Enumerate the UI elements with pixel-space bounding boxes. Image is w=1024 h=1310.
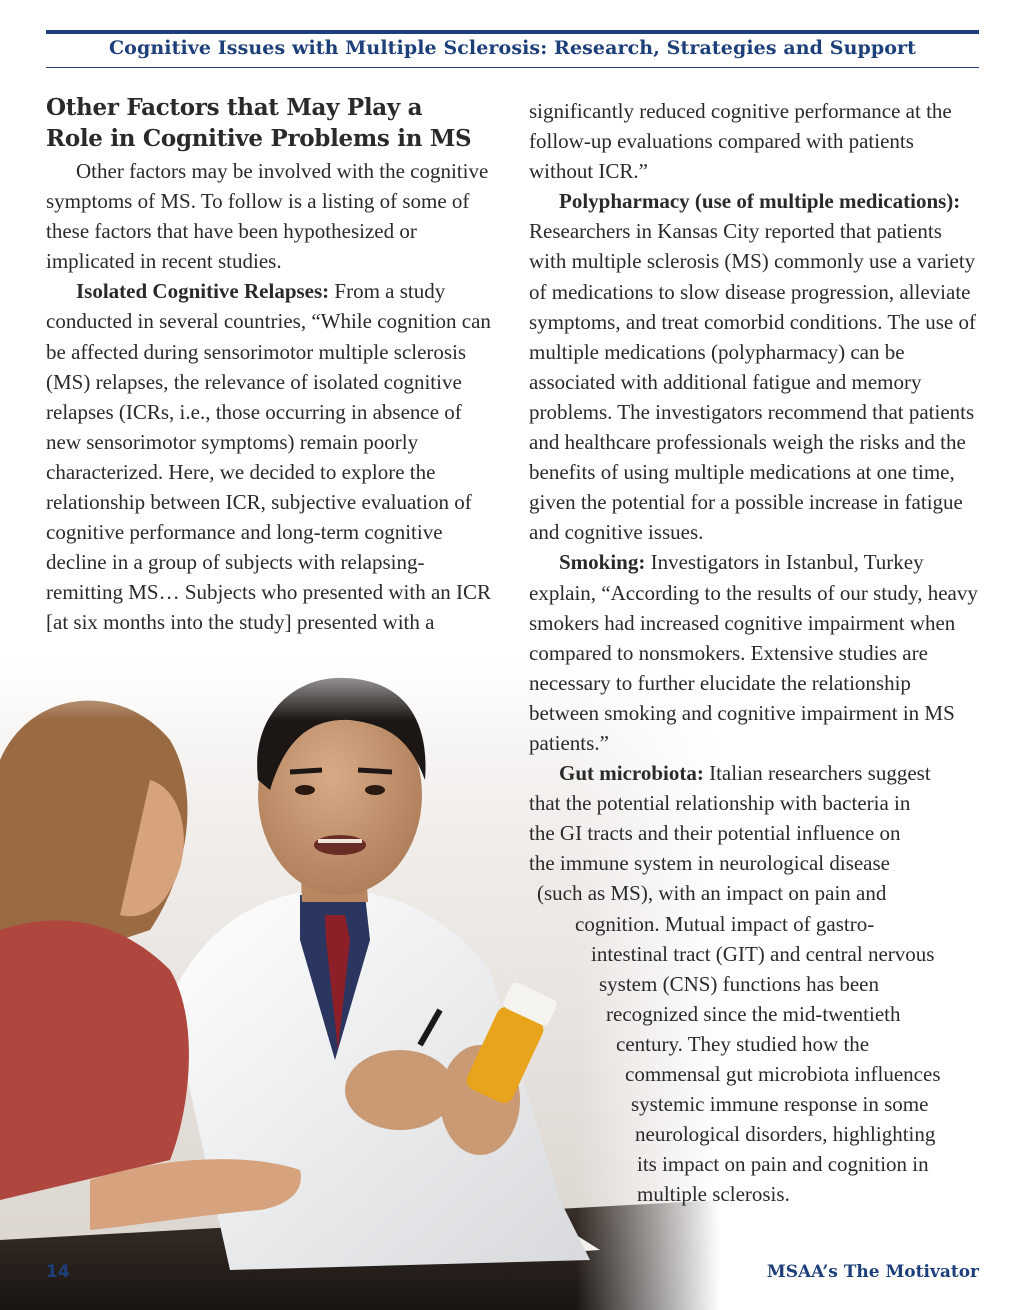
- gut-line: Gut microbiota: Italian researchers suggest: [559, 761, 931, 786]
- gut-line: commensal gut microbiota influences: [625, 1062, 941, 1086]
- gut-microbiota-paragraph: [529, 758, 981, 1209]
- running-header-title: Cognitive Issues with Multiple Sclerosis: Research, Strategies and Support: [108, 37, 917, 59]
- gut-line: recognized since the mid-twentieth: [606, 1001, 901, 1026]
- gut-line: (such as MS), with an impact on pain and: [537, 881, 887, 906]
- gut-line: that the potential relationship with bacteria in: [529, 791, 911, 816]
- section-heading-line2: Role in Cognitive Problems in MS: [46, 125, 472, 152]
- gut-line: cognition. Mutual impact of gastro-: [575, 911, 875, 936]
- section-heading: [46, 92, 496, 154]
- gut-line: neurological disorders, highlighting: [635, 1122, 936, 1147]
- polypharmacy-paragraph: [529, 186, 981, 547]
- gut-line: system (CNS) functions has been: [599, 971, 879, 996]
- gut-lead: Gut microbiota:: [559, 761, 704, 786]
- section-heading-line1: Other Factors that May Play a: [46, 94, 423, 121]
- intro-paragraph: Other factors may be involved with the cognitive symptoms of MS. To follow is a listing of some of these factors that have been hypothesized or implicated in recent studies.: [46, 159, 489, 274]
- gut-line: intestinal tract (GIT) and central nervous: [591, 941, 935, 966]
- icr-paragraph: [46, 276, 496, 637]
- right-column: [529, 96, 981, 1209]
- smoking-text: Investigators in Istanbul, Turkey explain, “According to the results of our study, heavy smokers had increased cognitive impairment when compared to nonsmokers. Extensive studies are necessary to further elucidate the relationship between smoking and cognitive impairment in MS patients.”: [529, 550, 978, 755]
- icr-continued-paragraph: significantly reduced cognitive performance at the follow-up evaluations compared with patients without ICR.”: [529, 99, 952, 184]
- gut-line: century. They studied how the: [616, 1031, 870, 1056]
- gut-line: systemic immune response in some: [631, 1092, 929, 1117]
- icr-text: From a study conducted in several countries, “While cognition can be affected during sensorimotor multiple sclerosis (MS) relapses, the relevance of isolated cognitive relapses (ICRs, i.e., those occurring in absence of new sensorimotor symptoms) remain poorly characterized. Here, we decided to explore the relationship between ICR, subjective evaluation of cognitive performance and long-term cognitive decline in a group of subjects with relapsing-remitting MS… Subjects who presented with an ICR [at six months into the study] presented with a: [46, 279, 492, 635]
- polypharmacy-text: Researchers in Kansas City reported that patients with multiple sclerosis (MS) commonly use a variety of medications to slow disease progression, alleviate symptoms, and treat comorbid conditions. The use of multiple medications (polypharmacy) can be associated with additional fatigue and memory problems. The investigators recommend that patients and healthcare professionals weigh the risks and the benefits of using multiple medications at one time, given the potential for a possible increase in fatigue and cognitive issues.: [529, 219, 976, 545]
- gut-line: its impact on pain and cognition in: [637, 1152, 929, 1177]
- page-number: 14: [46, 1262, 70, 1282]
- header-rule-top: [46, 30, 979, 34]
- smoking-paragraph: [529, 547, 981, 758]
- publication-name: MSAA’s The Motivator: [766, 1262, 979, 1282]
- left-column: [46, 92, 496, 638]
- polypharmacy-lead: Polypharmacy (use of multiple medications):: [559, 189, 961, 214]
- icr-lead: Isolated Cognitive Relapses:: [76, 279, 330, 304]
- gut-line: the immune system in neurological disease: [529, 851, 890, 876]
- smoking-lead: Smoking:: [559, 550, 646, 575]
- header-rule-bottom: [46, 67, 979, 68]
- gut-line: multiple sclerosis.: [637, 1182, 790, 1207]
- gut-line: the GI tracts and their potential influence on: [529, 821, 901, 846]
